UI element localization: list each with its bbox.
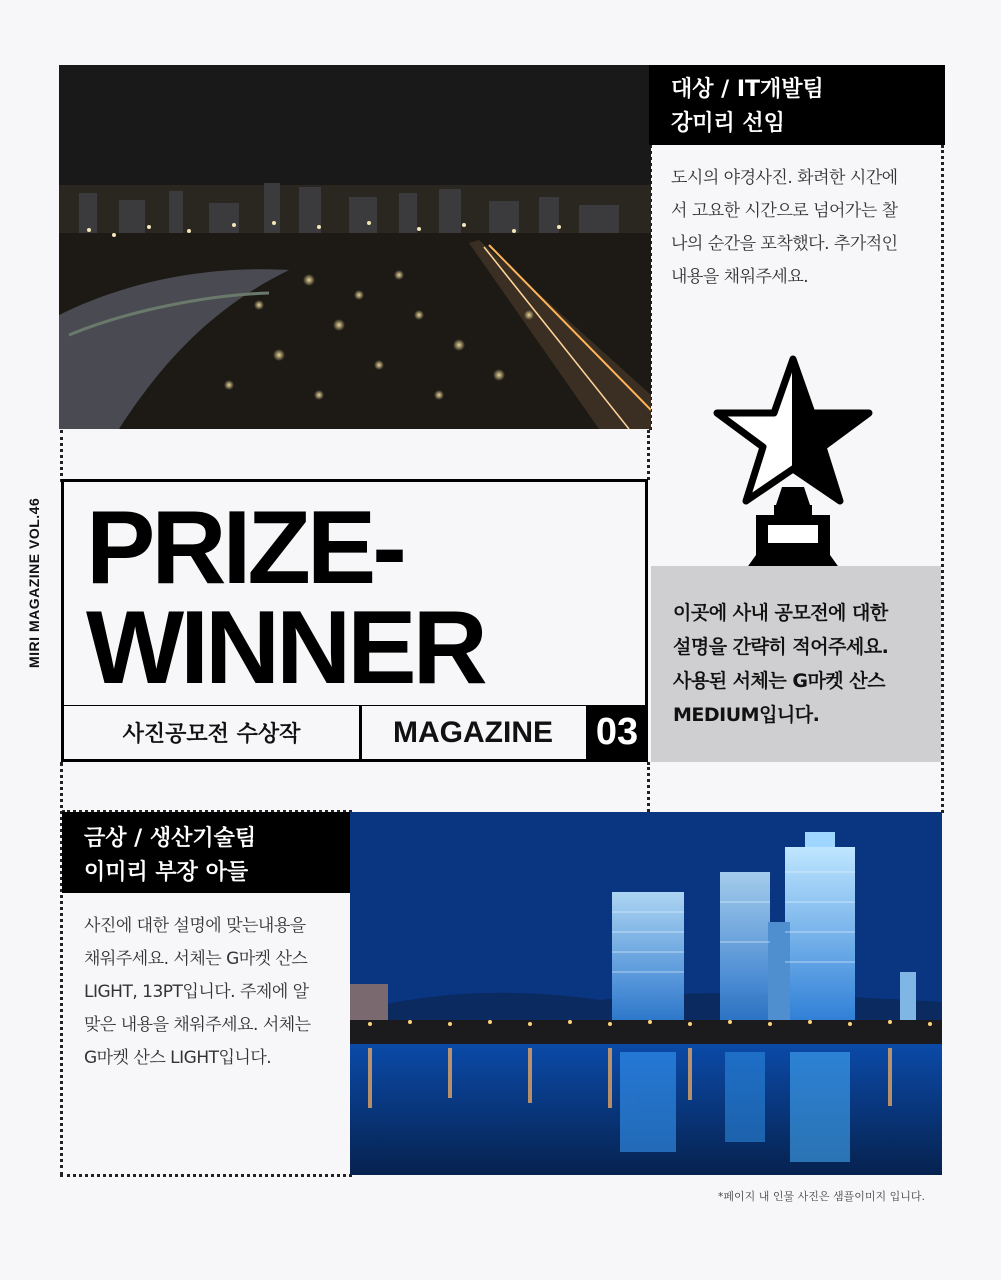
bottom-award-title bbox=[62, 812, 355, 893]
star-trophy-icon bbox=[712, 355, 874, 573]
subtitle-cell bbox=[64, 706, 362, 759]
top-award-desc-line: 서 고요한 시간으로 넘어가는 찰 bbox=[671, 201, 898, 221]
info-box bbox=[651, 566, 941, 762]
top-award-title bbox=[649, 65, 945, 145]
river-skyline-photo bbox=[350, 812, 942, 1175]
bottom-award-description bbox=[84, 910, 346, 1075]
info-line: 사용된 서체는 G마켓 산스 bbox=[673, 670, 885, 692]
bottom-award-desc-line: 사진에 대한 설명에 맞는내용을 bbox=[84, 916, 306, 936]
magazine-text: MAGAZINE bbox=[393, 715, 553, 749]
info-line: 이곳에 사내 공모전에 대한 bbox=[673, 602, 888, 624]
footnote: *페이지 내 인물 사진은 샘플이미지 입니다. bbox=[717, 1190, 925, 1203]
headline-box bbox=[61, 479, 648, 708]
top-award-desc-line: 나의 순간을 포착했다. 추가적인 bbox=[671, 234, 898, 254]
headline-subbar bbox=[61, 706, 648, 762]
guide-line-right bbox=[941, 145, 944, 813]
info-text bbox=[673, 596, 929, 732]
guide-line-center bbox=[647, 430, 650, 480]
bottom-award-desc-line: LIGHT, 13PT입니다. 주제에 알 bbox=[84, 982, 309, 1002]
top-award-title-line1: 대상 / IT개발팀 bbox=[671, 77, 824, 102]
guide-line-center-lower bbox=[647, 762, 650, 812]
bottom-award-desc-line: G마켓 산스 LIGHT입니다. bbox=[84, 1048, 272, 1068]
guide-line-left-upper bbox=[60, 430, 63, 482]
subtitle-text: 사진공모전 수상작 bbox=[122, 722, 301, 747]
night-city-photo bbox=[59, 65, 651, 429]
bottom-award-desc-line: 채워주세요. 서체는 G마켓 산스 bbox=[84, 949, 308, 969]
magazine-volume-label: MIRI MAGAZINE VOL.46 bbox=[26, 497, 42, 668]
headline-line2: WINNER bbox=[86, 590, 484, 706]
top-award-title-line2: 강미리 선임 bbox=[671, 111, 785, 136]
info-line: MEDIUM입니다. bbox=[673, 704, 820, 726]
magazine-cell bbox=[362, 706, 584, 759]
bottom-award-title-line2: 이미리 부장 아들 bbox=[84, 860, 249, 885]
bottom-award-title-line1: 금상 / 생산기술팀 bbox=[84, 826, 257, 851]
guide-line-bottom bbox=[60, 1174, 352, 1177]
top-award-description bbox=[671, 162, 933, 294]
top-award-desc-line: 내용을 채워주세요. bbox=[671, 267, 809, 287]
info-line: 설명을 간략히 적어주세요. bbox=[673, 636, 889, 658]
headline-line1: PRIZE- bbox=[86, 490, 403, 606]
issue-cell bbox=[586, 706, 648, 759]
top-award-desc-line: 도시의 야경사진. 화려한 시간에 bbox=[671, 168, 898, 188]
bottom-award-desc-line: 맞은 내용을 채워주세요. 서체는 bbox=[84, 1015, 311, 1035]
issue-number: 03 bbox=[595, 711, 639, 753]
headline-title bbox=[86, 490, 484, 706]
